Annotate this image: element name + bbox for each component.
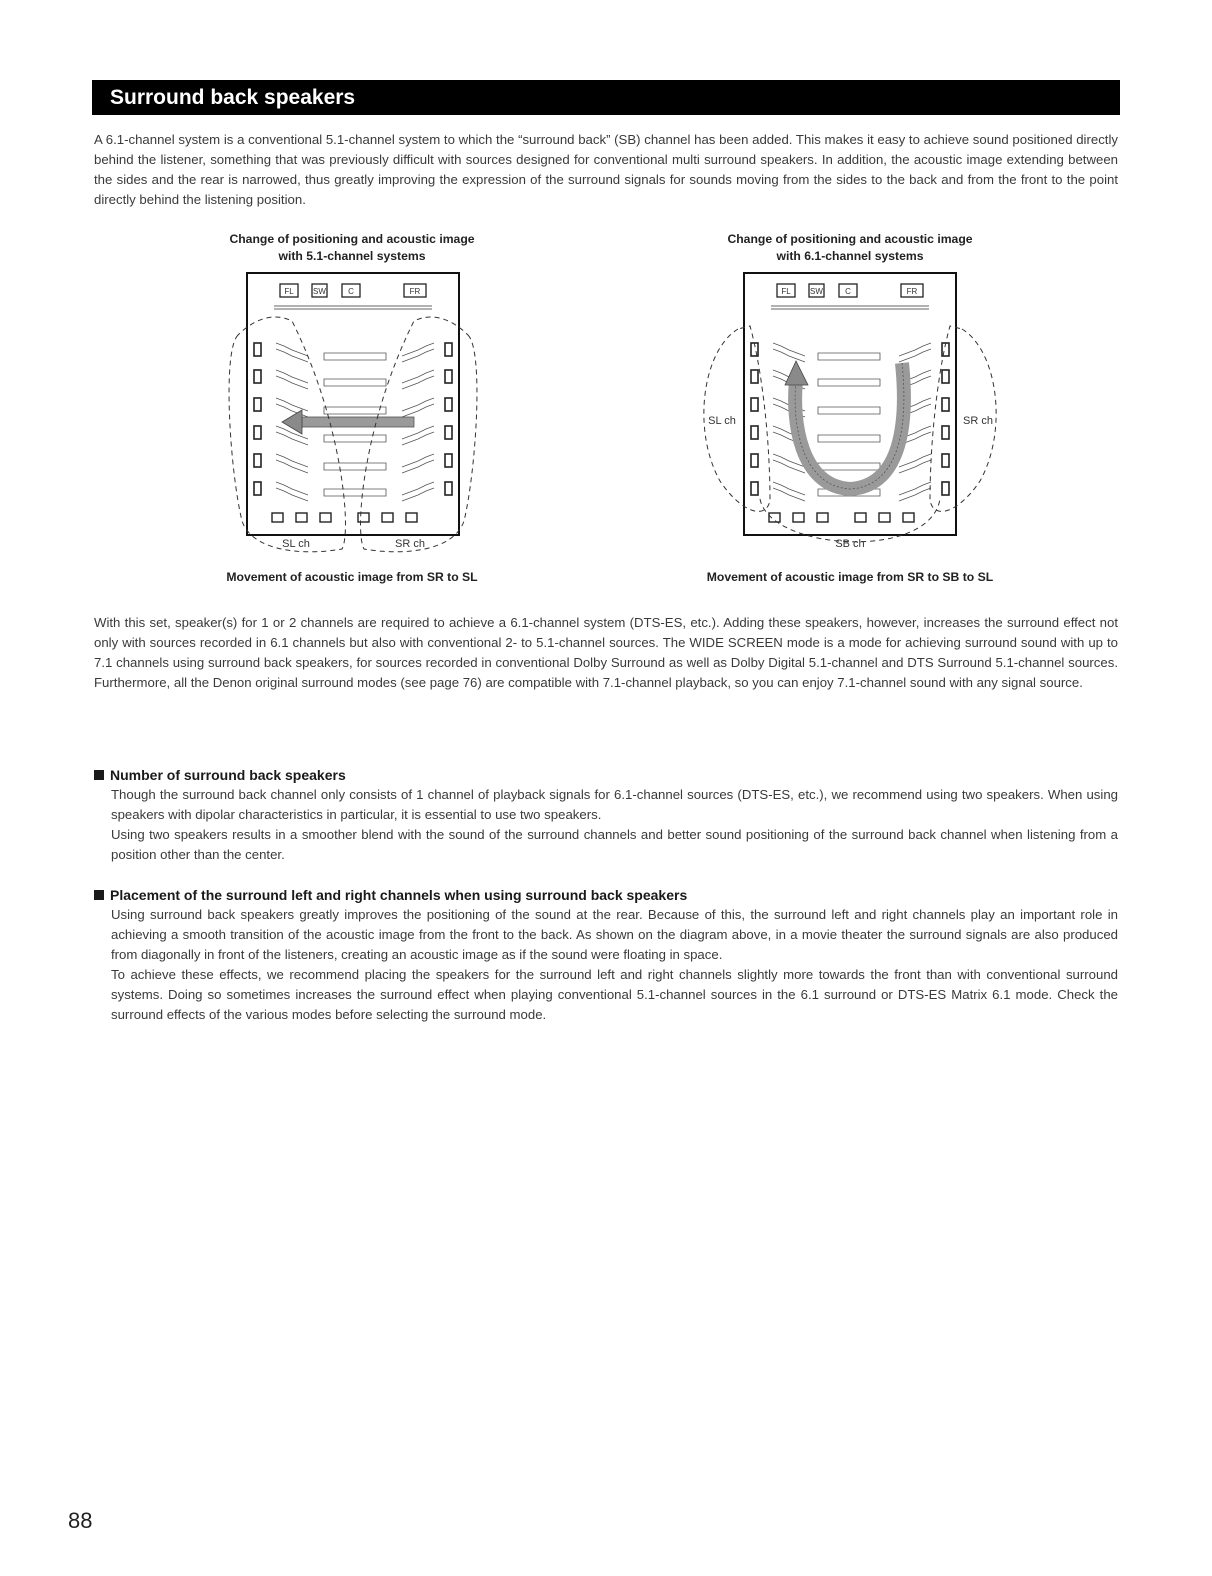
section-number-of-speakers	[94, 766, 1118, 865]
fr-label: FR	[409, 287, 421, 296]
room-diagram-6-1	[640, 271, 1060, 571]
figure-title-line2: with 6.1-channel systems	[776, 249, 924, 263]
square-bullet-icon	[94, 890, 104, 900]
section-paragraph: To achieve these effects, we recommend placing the speakers for the surround left and right channels slightly more towards the front than with conventional surround systems. Doing so sometimes increases the surround effect when playing conventional 5.1-channel sources in the 6.1 surround or DTS-ES Matrix 6.1 mode. Check the surround effects of the various modes before selecting the surround mode.	[111, 967, 1118, 1022]
page-title: Surround back speakers	[92, 80, 1120, 115]
fr-label: FR	[906, 287, 918, 296]
figure-title-line1: Change of positioning and acoustic image	[727, 232, 973, 246]
figure-title-line1: Change of positioning and acoustic image	[229, 232, 475, 246]
page-number: 88	[68, 1508, 93, 1533]
sw-label: SW	[313, 287, 326, 296]
section-paragraph: Though the surround back channel only consists of 1 channel of playback signals for 6.1-channel sources (DTS-ES, etc.), we recommend using two speakers. When using speakers with dipolar characteristics in particular, it is essential to use two speakers.	[111, 787, 1118, 822]
intro-paragraph: A 6.1-channel system is a conventional 5.1-channel system to which the “surround back” (SB) channel has been added. This makes it easy to achieve sound positioned directly behind the listener, something that was previously difficult with sources designed for conventional multi surround speakers. In addition, the acoustic image extending between the sides and the rear is narrowed, thus greatly improving the expression of the surround signals for sounds moving from the sides to the back and from the front to the point directly behind the listening position.	[94, 132, 1118, 207]
fl-label: FL	[781, 287, 791, 296]
sw-label: SW	[810, 287, 823, 296]
figure-caption: Movement of acoustic image from SR to SB to SL	[706, 570, 994, 584]
section-heading: Placement of the surround left and right channels when using surround back speakers	[110, 887, 688, 903]
sr-ch-label: SR ch	[963, 415, 993, 427]
set-paragraph: With this set, speaker(s) for 1 or 2 channels are required to achieve a 6.1-channel system (DTS-ES, etc.). Adding these speakers, however, increases the surround effect not only with sources recorded in 6.1 channels but also with conventional 2- to 5.1-channel sources. The WIDE SCREEN mode is a mode for achieving surround sound with up to 7.1 channels using surround back speakers, for sources recorded in conventional Dolby Surround as well as Dolby Digital 5.1-channel and DTS Surround 5.1-channel sources. Furthermore, all the Denon original surround modes (see page 76) are compatible with 7.1-channel playback, so you can enjoy 7.1-channel sound with any signal source.	[94, 615, 1118, 690]
section-heading: Number of surround back speakers	[110, 767, 346, 783]
sb-ch-label: SB ch	[835, 538, 865, 550]
c-label: C	[348, 287, 354, 296]
square-bullet-icon	[94, 770, 104, 780]
room-diagram-5-1	[142, 271, 562, 571]
section-paragraph: Using surround back speakers greatly improves the positioning of the sound at the rear. Because of this, the surround left and right channels play an important role in achieving a smooth transition of the acoustic image from the front to the back. As shown on the diagram above, in a movie theater the surround signals are also produced from diagonally in front of the listeners, creating an acoustic image as if the sound were floating in space.	[111, 907, 1118, 962]
figure-title-line2: with 5.1-channel systems	[278, 249, 426, 263]
fl-label: FL	[284, 287, 294, 296]
sl-ch-label: SL ch	[708, 415, 736, 427]
section-paragraph: Using two speakers results in a smoother blend with the sound of the surround channels and better sound positioning of the surround back channel when listening from a position other than the center.	[111, 827, 1118, 862]
figure-caption: Movement of acoustic image from SR to SL	[226, 570, 478, 584]
c-label: C	[845, 287, 851, 296]
figure-5-1-channel	[142, 231, 562, 584]
section-placement	[94, 886, 1118, 1025]
sl-ch-label: SL ch	[282, 538, 310, 550]
sr-ch-label: SR ch	[395, 538, 425, 550]
figure-6-1-channel	[640, 231, 1060, 584]
